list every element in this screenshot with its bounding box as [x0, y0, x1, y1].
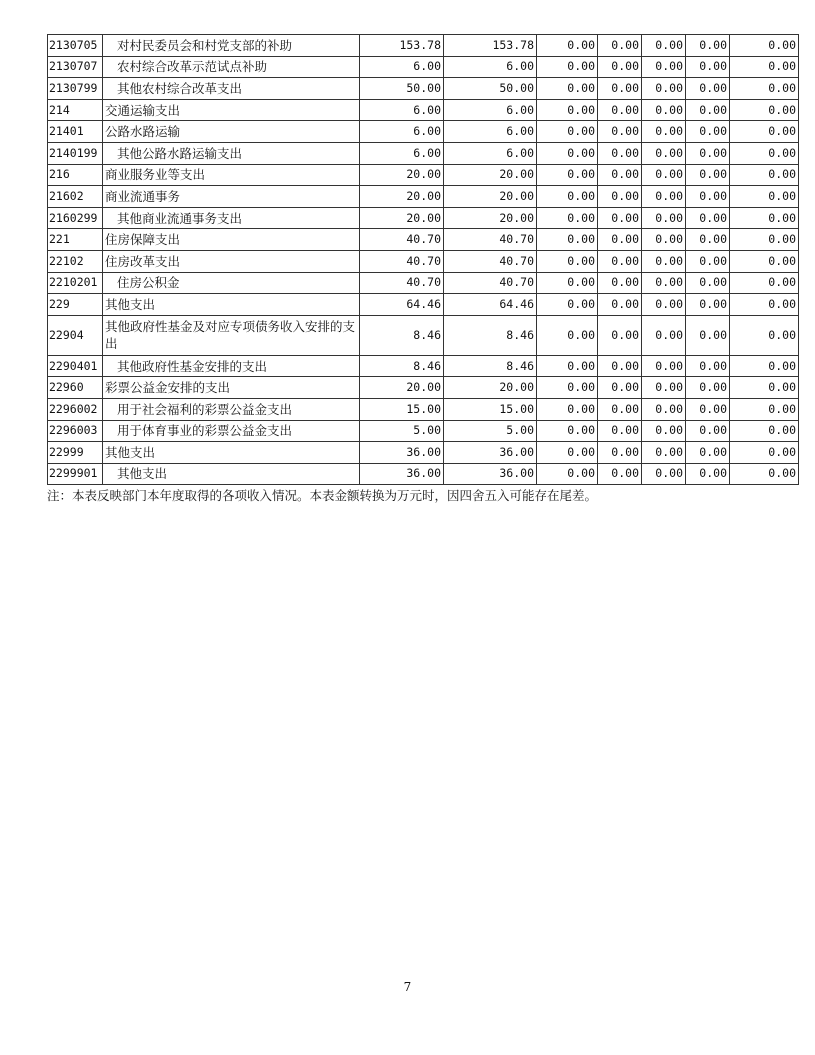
row-amount-cell: 0.00 — [642, 207, 686, 229]
income-table-container — [47, 34, 798, 485]
table-body — [48, 35, 799, 485]
row-amount-cell: 0.00 — [730, 142, 799, 164]
row-amount-cell: 40.70 — [444, 229, 537, 251]
row-amount-cell: 0.00 — [642, 250, 686, 272]
table-footnote: 注：本表反映部门本年度取得的各项收入情况。本表金额转换为万元时，因四舍五入可能存在尾差。 — [47, 488, 598, 503]
row-amount-cell: 0.00 — [598, 56, 642, 78]
row-amount-cell: 0.00 — [642, 463, 686, 485]
row-amount-cell: 20.00 — [360, 207, 444, 229]
row-amount-cell: 0.00 — [686, 164, 730, 186]
row-amount-cell: 0.00 — [598, 186, 642, 208]
table-row — [48, 142, 799, 164]
row-amount-cell: 0.00 — [642, 377, 686, 399]
row-amount-cell: 0.00 — [598, 99, 642, 121]
row-amount-cell: 0.00 — [642, 420, 686, 442]
row-amount-cell: 0.00 — [686, 355, 730, 377]
row-amount-cell: 0.00 — [642, 56, 686, 78]
row-amount-cell: 0.00 — [686, 35, 730, 57]
table-row — [48, 121, 799, 143]
row-amount-cell: 0.00 — [730, 463, 799, 485]
row-amount-cell: 0.00 — [730, 207, 799, 229]
row-amount-cell: 36.00 — [444, 463, 537, 485]
row-code-cell: 214 — [48, 99, 103, 121]
row-amount-cell: 0.00 — [537, 229, 598, 251]
row-amount-cell: 0.00 — [730, 56, 799, 78]
table-row — [48, 315, 799, 355]
table-row — [48, 463, 799, 485]
row-amount-cell: 0.00 — [730, 35, 799, 57]
row-amount-cell: 0.00 — [598, 78, 642, 100]
row-amount-cell: 0.00 — [730, 229, 799, 251]
row-code-cell: 2140199 — [48, 142, 103, 164]
row-name-cell: 用于体育事业的彩票公益金支出 — [103, 420, 360, 442]
row-amount-cell: 6.00 — [444, 121, 537, 143]
row-amount-cell: 0.00 — [686, 463, 730, 485]
row-amount-cell: 8.46 — [444, 315, 537, 355]
row-amount-cell: 0.00 — [686, 377, 730, 399]
row-amount-cell: 0.00 — [686, 315, 730, 355]
row-amount-cell: 40.70 — [444, 250, 537, 272]
table-row — [48, 272, 799, 294]
table-row — [48, 377, 799, 399]
row-amount-cell: 0.00 — [686, 294, 730, 316]
row-amount-cell: 0.00 — [598, 420, 642, 442]
row-amount-cell: 0.00 — [598, 315, 642, 355]
row-amount-cell: 0.00 — [642, 442, 686, 464]
table-row — [48, 355, 799, 377]
row-name-cell: 农村综合改革示范试点补助 — [103, 56, 360, 78]
row-code-cell: 2296003 — [48, 420, 103, 442]
row-amount-cell: 40.70 — [360, 229, 444, 251]
row-amount-cell: 36.00 — [360, 463, 444, 485]
row-amount-cell: 20.00 — [360, 164, 444, 186]
row-amount-cell: 0.00 — [730, 377, 799, 399]
row-amount-cell: 0.00 — [730, 442, 799, 464]
row-amount-cell: 0.00 — [730, 250, 799, 272]
table-row — [48, 164, 799, 186]
row-amount-cell: 0.00 — [730, 398, 799, 420]
row-amount-cell: 0.00 — [730, 420, 799, 442]
row-name-cell: 住房改革支出 — [103, 250, 360, 272]
row-amount-cell: 0.00 — [730, 315, 799, 355]
row-code-cell: 229 — [48, 294, 103, 316]
row-amount-cell: 0.00 — [537, 56, 598, 78]
row-amount-cell: 0.00 — [537, 121, 598, 143]
row-name-cell: 彩票公益金安排的支出 — [103, 377, 360, 399]
row-code-cell: 216 — [48, 164, 103, 186]
row-amount-cell: 6.00 — [360, 56, 444, 78]
table-row — [48, 35, 799, 57]
row-amount-cell: 0.00 — [598, 398, 642, 420]
table-row — [48, 186, 799, 208]
row-amount-cell: 0.00 — [537, 142, 598, 164]
row-code-cell: 22960 — [48, 377, 103, 399]
row-name-cell: 其他支出 — [103, 463, 360, 485]
table-row — [48, 294, 799, 316]
income-table — [47, 34, 799, 485]
row-amount-cell: 0.00 — [537, 294, 598, 316]
row-name-cell: 其他政府性基金安排的支出 — [103, 355, 360, 377]
row-code-cell: 22102 — [48, 250, 103, 272]
row-amount-cell: 6.00 — [360, 121, 444, 143]
row-code-cell: 2130707 — [48, 56, 103, 78]
row-amount-cell: 20.00 — [360, 186, 444, 208]
row-amount-cell: 0.00 — [598, 121, 642, 143]
row-amount-cell: 0.00 — [598, 294, 642, 316]
row-amount-cell: 0.00 — [537, 186, 598, 208]
table-row — [48, 99, 799, 121]
row-amount-cell: 0.00 — [537, 99, 598, 121]
row-amount-cell: 15.00 — [360, 398, 444, 420]
row-amount-cell: 0.00 — [598, 229, 642, 251]
row-amount-cell: 0.00 — [686, 121, 730, 143]
row-amount-cell: 0.00 — [537, 272, 598, 294]
row-amount-cell: 0.00 — [642, 398, 686, 420]
row-amount-cell: 0.00 — [686, 229, 730, 251]
row-code-cell: 2160299 — [48, 207, 103, 229]
row-amount-cell: 64.46 — [444, 294, 537, 316]
table-row — [48, 442, 799, 464]
row-amount-cell: 0.00 — [642, 121, 686, 143]
row-amount-cell: 0.00 — [730, 121, 799, 143]
row-amount-cell: 0.00 — [730, 355, 799, 377]
row-name-cell: 住房保障支出 — [103, 229, 360, 251]
row-amount-cell: 0.00 — [598, 35, 642, 57]
row-code-cell: 221 — [48, 229, 103, 251]
row-amount-cell: 0.00 — [686, 272, 730, 294]
table-row — [48, 250, 799, 272]
row-amount-cell: 0.00 — [686, 398, 730, 420]
row-amount-cell: 0.00 — [537, 207, 598, 229]
row-amount-cell: 0.00 — [537, 463, 598, 485]
row-name-cell: 其他公路水路运输支出 — [103, 142, 360, 164]
row-amount-cell: 40.70 — [444, 272, 537, 294]
row-name-cell: 商业流通事务 — [103, 186, 360, 208]
row-amount-cell: 0.00 — [686, 207, 730, 229]
row-amount-cell: 0.00 — [537, 164, 598, 186]
row-amount-cell: 8.46 — [360, 315, 444, 355]
row-amount-cell: 8.46 — [360, 355, 444, 377]
row-amount-cell: 20.00 — [444, 377, 537, 399]
row-amount-cell: 0.00 — [642, 315, 686, 355]
row-amount-cell: 0.00 — [537, 420, 598, 442]
row-amount-cell: 0.00 — [537, 78, 598, 100]
row-amount-cell: 0.00 — [537, 250, 598, 272]
row-amount-cell: 0.00 — [686, 186, 730, 208]
row-amount-cell: 0.00 — [642, 164, 686, 186]
row-amount-cell: 0.00 — [642, 229, 686, 251]
row-amount-cell: 153.78 — [360, 35, 444, 57]
table-row — [48, 229, 799, 251]
row-amount-cell: 0.00 — [537, 35, 598, 57]
row-amount-cell: 0.00 — [686, 420, 730, 442]
row-amount-cell: 0.00 — [598, 377, 642, 399]
row-amount-cell: 0.00 — [537, 377, 598, 399]
row-amount-cell: 0.00 — [642, 35, 686, 57]
row-amount-cell: 0.00 — [686, 78, 730, 100]
table-row — [48, 398, 799, 420]
row-amount-cell: 0.00 — [686, 56, 730, 78]
table-row — [48, 56, 799, 78]
row-amount-cell: 0.00 — [598, 442, 642, 464]
row-code-cell: 2130705 — [48, 35, 103, 57]
row-amount-cell: 0.00 — [686, 142, 730, 164]
row-code-cell: 22999 — [48, 442, 103, 464]
row-amount-cell: 0.00 — [598, 272, 642, 294]
row-amount-cell: 15.00 — [444, 398, 537, 420]
row-amount-cell: 50.00 — [444, 78, 537, 100]
row-name-cell: 用于社会福利的彩票公益金支出 — [103, 398, 360, 420]
row-amount-cell: 20.00 — [360, 377, 444, 399]
row-amount-cell: 40.70 — [360, 250, 444, 272]
row-amount-cell: 20.00 — [444, 186, 537, 208]
row-amount-cell: 0.00 — [642, 186, 686, 208]
row-name-cell: 其他支出 — [103, 442, 360, 464]
row-amount-cell: 0.00 — [642, 355, 686, 377]
row-amount-cell: 0.00 — [730, 99, 799, 121]
row-name-cell: 其他商业流通事务支出 — [103, 207, 360, 229]
row-amount-cell: 20.00 — [444, 207, 537, 229]
row-code-cell: 2296002 — [48, 398, 103, 420]
row-name-cell: 其他政府性基金及对应专项债务收入安排的支出 — [103, 315, 360, 355]
row-name-cell: 其他支出 — [103, 294, 360, 316]
row-amount-cell: 0.00 — [730, 164, 799, 186]
row-amount-cell: 153.78 — [444, 35, 537, 57]
row-amount-cell: 6.00 — [444, 56, 537, 78]
row-amount-cell: 0.00 — [642, 78, 686, 100]
row-amount-cell: 0.00 — [598, 250, 642, 272]
row-code-cell: 2290401 — [48, 355, 103, 377]
row-amount-cell: 36.00 — [360, 442, 444, 464]
row-amount-cell: 0.00 — [598, 164, 642, 186]
row-amount-cell: 6.00 — [360, 99, 444, 121]
row-amount-cell: 0.00 — [730, 294, 799, 316]
row-amount-cell: 0.00 — [537, 355, 598, 377]
row-code-cell: 2299901 — [48, 463, 103, 485]
row-code-cell: 21602 — [48, 186, 103, 208]
row-amount-cell: 0.00 — [598, 142, 642, 164]
row-amount-cell: 5.00 — [444, 420, 537, 442]
row-name-cell: 公路水路运输 — [103, 121, 360, 143]
row-amount-cell: 6.00 — [444, 99, 537, 121]
row-amount-cell: 0.00 — [537, 398, 598, 420]
row-amount-cell: 0.00 — [686, 99, 730, 121]
table-row — [48, 420, 799, 442]
table-row — [48, 207, 799, 229]
row-name-cell: 交通运输支出 — [103, 99, 360, 121]
row-amount-cell: 0.00 — [642, 294, 686, 316]
row-code-cell: 22904 — [48, 315, 103, 355]
row-amount-cell: 0.00 — [598, 463, 642, 485]
row-amount-cell: 20.00 — [444, 164, 537, 186]
page-number: 7 — [403, 980, 412, 994]
row-amount-cell: 6.00 — [360, 142, 444, 164]
row-amount-cell: 0.00 — [598, 207, 642, 229]
row-code-cell: 21401 — [48, 121, 103, 143]
row-amount-cell: 50.00 — [360, 78, 444, 100]
row-amount-cell: 64.46 — [360, 294, 444, 316]
row-code-cell: 2210201 — [48, 272, 103, 294]
row-code-cell: 2130799 — [48, 78, 103, 100]
row-amount-cell: 0.00 — [537, 315, 598, 355]
row-name-cell: 对村民委员会和村党支部的补助 — [103, 35, 360, 57]
row-amount-cell: 5.00 — [360, 420, 444, 442]
row-amount-cell: 6.00 — [444, 142, 537, 164]
row-amount-cell: 0.00 — [642, 272, 686, 294]
row-amount-cell: 0.00 — [598, 355, 642, 377]
row-amount-cell: 0.00 — [686, 442, 730, 464]
row-amount-cell: 0.00 — [686, 250, 730, 272]
row-amount-cell: 8.46 — [444, 355, 537, 377]
row-amount-cell: 0.00 — [730, 186, 799, 208]
row-amount-cell: 0.00 — [730, 78, 799, 100]
row-name-cell: 其他农村综合改革支出 — [103, 78, 360, 100]
table-row — [48, 78, 799, 100]
row-amount-cell: 0.00 — [730, 272, 799, 294]
row-name-cell: 商业服务业等支出 — [103, 164, 360, 186]
row-amount-cell: 40.70 — [360, 272, 444, 294]
row-amount-cell: 36.00 — [444, 442, 537, 464]
row-name-cell: 住房公积金 — [103, 272, 360, 294]
row-amount-cell: 0.00 — [642, 99, 686, 121]
row-amount-cell: 0.00 — [537, 442, 598, 464]
row-amount-cell: 0.00 — [642, 142, 686, 164]
